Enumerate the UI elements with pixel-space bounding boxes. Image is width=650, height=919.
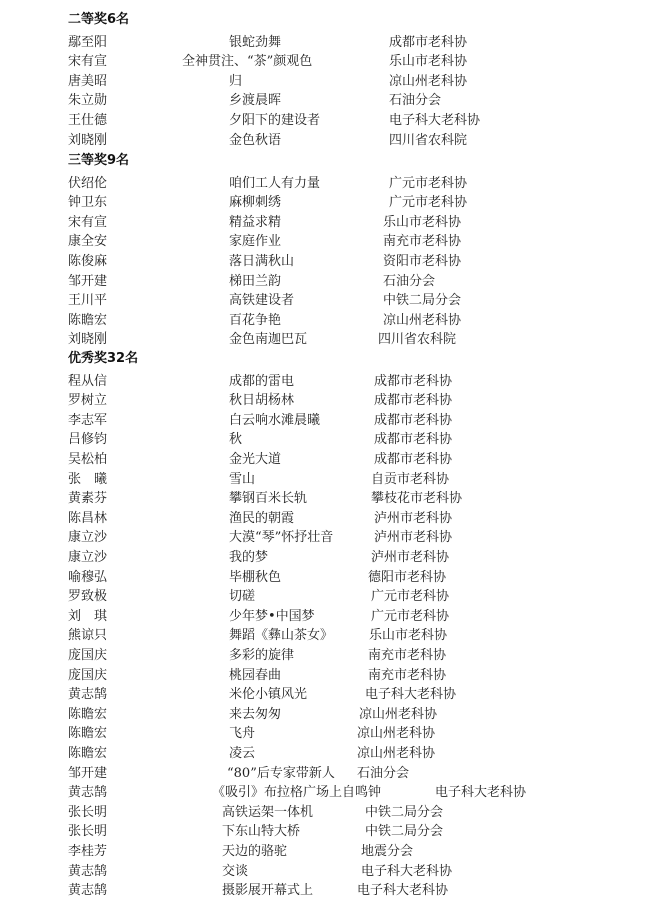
work-title: 渔民的朝霞 bbox=[229, 510, 295, 526]
organization: 电子科大老科协 bbox=[389, 112, 481, 128]
award-row bbox=[0, 252, 650, 272]
work-title: 归 bbox=[229, 73, 243, 89]
organization: 电子科大老科协 bbox=[365, 687, 457, 703]
author-name: 宋有宣 bbox=[68, 54, 108, 70]
award-row bbox=[0, 842, 650, 862]
author-name: 刘晓刚 bbox=[68, 132, 108, 148]
author-name: 康立沙 bbox=[68, 530, 108, 546]
organization: 南充市老科协 bbox=[368, 647, 447, 663]
award-row bbox=[0, 548, 650, 568]
author-name: 罗致极 bbox=[68, 589, 108, 605]
work-title: 飞舟 bbox=[229, 726, 256, 742]
organization: 成都市老科协 bbox=[374, 393, 453, 409]
organization: 成都市老科协 bbox=[374, 432, 453, 448]
organization: 石油分会 bbox=[383, 273, 436, 289]
work-title: 金色秋语 bbox=[229, 132, 282, 148]
award-row bbox=[0, 783, 650, 803]
organization: 德阳市老科协 bbox=[368, 569, 447, 585]
work-title: 白云响水滩晨曦 bbox=[229, 412, 321, 428]
award-row bbox=[0, 587, 650, 607]
organization: 成都市老科协 bbox=[374, 373, 453, 389]
work-title: 来去匆匆 bbox=[229, 706, 282, 722]
organization: 中铁二局分会 bbox=[365, 824, 444, 840]
organization: 四川省农科院 bbox=[389, 132, 468, 148]
award-row bbox=[0, 311, 650, 331]
award-row bbox=[0, 131, 650, 151]
work-title: 切磋 bbox=[229, 589, 256, 605]
work-title: 天边的骆驼 bbox=[222, 843, 288, 859]
award-row bbox=[0, 391, 650, 411]
work-title: 精益求精 bbox=[229, 214, 282, 230]
work-title: 大漠“琴”怀抒壮音 bbox=[229, 530, 334, 546]
award-row bbox=[0, 685, 650, 705]
work-title: 夕阳下的建设者 bbox=[229, 112, 321, 128]
organization: 广元市老科协 bbox=[371, 608, 450, 624]
work-title: 家庭作业 bbox=[229, 234, 282, 250]
award-row bbox=[0, 803, 650, 823]
organization: 资阳市老科协 bbox=[383, 253, 462, 269]
organization: 南充市老科协 bbox=[368, 667, 447, 683]
author-name: 吴松柏 bbox=[68, 451, 108, 467]
work-title: 落日满秋山 bbox=[229, 253, 295, 269]
organization: 泸州市老科协 bbox=[371, 549, 450, 565]
author-name: 刘晓刚 bbox=[68, 332, 108, 348]
work-title: 麻柳刺绣 bbox=[229, 195, 282, 211]
organization: 四川省农科院 bbox=[378, 332, 457, 348]
award-row bbox=[0, 193, 650, 213]
work-title: 百花争艳 bbox=[229, 312, 282, 328]
organization: 凉山州老科协 bbox=[357, 726, 436, 742]
award-row bbox=[0, 724, 650, 744]
author-name: 张 曦 bbox=[68, 471, 108, 487]
award-row bbox=[0, 430, 650, 450]
author-name: 张长明 bbox=[68, 824, 108, 840]
award-row bbox=[0, 881, 650, 901]
work-title: 高铁建设者 bbox=[229, 293, 295, 309]
organization: 凉山州老科协 bbox=[359, 706, 438, 722]
organization: 凉山州老科协 bbox=[389, 73, 468, 89]
author-name: 喻穆弘 bbox=[68, 569, 108, 585]
organization: 电子科大老科协 bbox=[357, 883, 449, 899]
work-title: 凌云 bbox=[229, 745, 256, 761]
work-title: 摄影展开幕式上 bbox=[222, 883, 314, 899]
organization: 乐山市老科协 bbox=[389, 54, 468, 70]
author-name: 黄素芬 bbox=[68, 491, 108, 507]
work-title: 梯田兰韵 bbox=[229, 273, 282, 289]
organization: 石油分会 bbox=[389, 93, 442, 109]
award-row bbox=[0, 862, 650, 882]
work-title: 咱们工人有力量 bbox=[229, 175, 321, 191]
organization: 乐山市老科协 bbox=[383, 214, 462, 230]
organization: 广元市老科协 bbox=[389, 195, 468, 211]
author-name: 宋有宣 bbox=[68, 214, 108, 230]
author-name: 黄志鹄 bbox=[68, 863, 108, 879]
award-row bbox=[0, 111, 650, 131]
award-row bbox=[0, 705, 650, 725]
author-name: 陈瞻宏 bbox=[68, 745, 108, 761]
organization: 凉山州老科协 bbox=[357, 745, 436, 761]
author-name: 李桂芳 bbox=[68, 843, 108, 859]
work-title: 金色南迦巴瓦 bbox=[229, 332, 308, 348]
organization: 电子科大老科协 bbox=[361, 863, 453, 879]
work-title: 舞蹈《彝山茶女》 bbox=[229, 628, 334, 644]
author-name: 黄志鹄 bbox=[68, 785, 108, 801]
organization: 广元市老科协 bbox=[389, 175, 468, 191]
award-row bbox=[0, 607, 650, 627]
work-title: 秋日胡杨林 bbox=[229, 393, 295, 409]
author-name: 陈瞻宏 bbox=[68, 312, 108, 328]
author-name: 李志军 bbox=[68, 412, 108, 428]
work-title: 下东山特大桥 bbox=[222, 824, 301, 840]
author-name: 唐美昭 bbox=[68, 73, 108, 89]
author-name: 黄志鹄 bbox=[68, 687, 108, 703]
organization: 石油分会 bbox=[357, 765, 410, 781]
work-title: 高铁运架一体机 bbox=[222, 804, 314, 820]
award-row bbox=[0, 330, 650, 350]
organization: 南充市老科协 bbox=[383, 234, 462, 250]
work-title: 多彩的旋律 bbox=[229, 647, 295, 663]
organization: 泸州市老科协 bbox=[374, 530, 453, 546]
award-row bbox=[0, 470, 650, 490]
organization: 地震分会 bbox=[361, 843, 414, 859]
award-row bbox=[0, 509, 650, 529]
organization: 泸州市老科协 bbox=[374, 510, 453, 526]
organization: 自贡市老科协 bbox=[371, 471, 450, 487]
author-name: 陈俊麻 bbox=[68, 253, 108, 269]
author-name: 陈昌林 bbox=[68, 510, 108, 526]
award-row bbox=[0, 450, 650, 470]
author-name: 罗树立 bbox=[68, 393, 108, 409]
award-row bbox=[0, 666, 650, 686]
work-title: 乡渡晨晖 bbox=[229, 93, 282, 109]
work-title: 桃园春曲 bbox=[229, 667, 282, 683]
work-title: 毕棚秋色 bbox=[229, 569, 282, 585]
work-title: 金光大道 bbox=[229, 451, 282, 467]
organization: 广元市老科协 bbox=[371, 589, 450, 605]
organization: 凉山州老科协 bbox=[383, 312, 462, 328]
award-row bbox=[0, 411, 650, 431]
work-title: 米伦小镇风光 bbox=[229, 687, 308, 703]
author-name: 吕修钧 bbox=[68, 432, 108, 448]
work-title: 交谈 bbox=[222, 863, 249, 879]
organization: 成都市老科协 bbox=[389, 34, 468, 50]
author-name: 程从信 bbox=[68, 373, 108, 389]
author-name: 庞国庆 bbox=[68, 667, 108, 683]
award-row bbox=[0, 822, 650, 842]
work-title: 雪山 bbox=[229, 471, 256, 487]
award-row bbox=[0, 272, 650, 292]
work-title: 《吸引》布拉格广场上自鸣钟 bbox=[212, 785, 382, 801]
award-row bbox=[0, 489, 650, 509]
author-name: 朱立勋 bbox=[68, 93, 108, 109]
author-name: 康立沙 bbox=[68, 549, 108, 565]
award-row bbox=[0, 744, 650, 764]
author-name: 王川平 bbox=[68, 293, 108, 309]
organization: 攀枝花市老科协 bbox=[371, 491, 463, 507]
organization: 成都市老科协 bbox=[374, 412, 453, 428]
organization: 中铁二局分会 bbox=[383, 293, 462, 309]
author-name: 陈瞻宏 bbox=[68, 706, 108, 722]
award-row bbox=[0, 52, 650, 72]
work-title: 少年梦•中国梦 bbox=[229, 608, 315, 624]
work-title: 我的梦 bbox=[229, 549, 269, 565]
work-title: 成都的雷电 bbox=[229, 373, 295, 389]
work-title: “80”后专家带新人 bbox=[227, 765, 335, 781]
section-heading: 三等奖9名 bbox=[68, 153, 130, 168]
author-name: 鄢至阳 bbox=[68, 34, 108, 50]
award-row bbox=[0, 33, 650, 53]
author-name: 陈瞻宏 bbox=[68, 726, 108, 742]
author-name: 刘 琪 bbox=[68, 608, 108, 624]
work-title: 攀钢百米长轨 bbox=[229, 491, 308, 507]
author-name: 张长明 bbox=[68, 804, 108, 820]
organization: 中铁二局分会 bbox=[365, 804, 444, 820]
author-name: 康全安 bbox=[68, 234, 108, 250]
award-row bbox=[0, 568, 650, 588]
work-title: 秋 bbox=[229, 432, 243, 448]
organization: 电子科大老科协 bbox=[435, 785, 527, 801]
work-title: 全神贯注、“茶”颜观色 bbox=[182, 54, 313, 70]
author-name: 熊谅只 bbox=[68, 628, 108, 644]
author-name: 王仕德 bbox=[68, 112, 108, 128]
award-row bbox=[0, 626, 650, 646]
author-name: 黄志鹄 bbox=[68, 883, 108, 899]
section-heading: 优秀奖32名 bbox=[68, 351, 139, 366]
award-row bbox=[0, 174, 650, 194]
author-name: 庞国庆 bbox=[68, 647, 108, 663]
award-row bbox=[0, 232, 650, 252]
award-row bbox=[0, 764, 650, 784]
award-row bbox=[0, 91, 650, 111]
organization: 乐山市老科协 bbox=[369, 628, 448, 644]
award-row bbox=[0, 646, 650, 666]
award-row bbox=[0, 291, 650, 311]
award-row bbox=[0, 72, 650, 92]
author-name: 钟卫东 bbox=[68, 195, 108, 211]
organization: 成都市老科协 bbox=[374, 451, 453, 467]
award-row bbox=[0, 213, 650, 233]
section-heading: 二等奖6名 bbox=[68, 12, 130, 27]
award-row bbox=[0, 528, 650, 548]
author-name: 邹开建 bbox=[68, 765, 108, 781]
award-row bbox=[0, 372, 650, 392]
author-name: 邹开建 bbox=[68, 273, 108, 289]
author-name: 伏绍伦 bbox=[68, 175, 108, 191]
work-title: 银蛇劲舞 bbox=[229, 34, 282, 50]
